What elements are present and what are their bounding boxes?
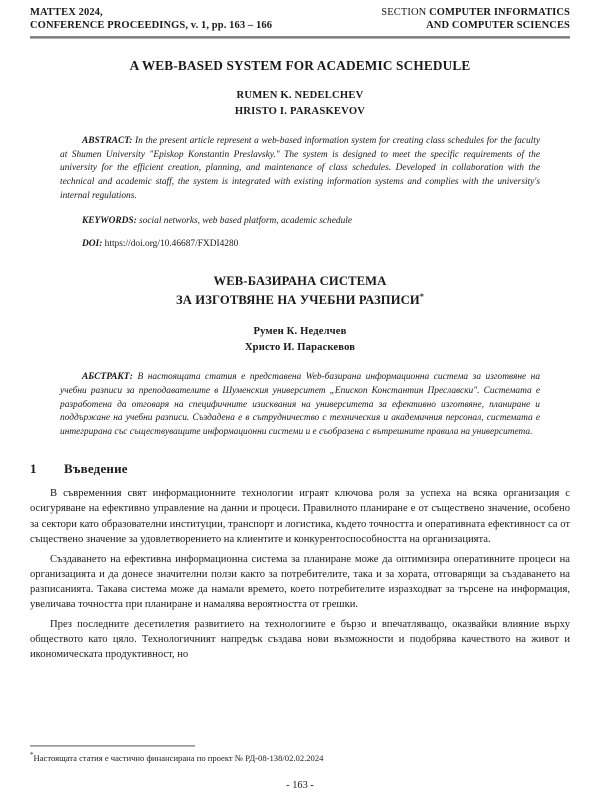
page-title-en: A WEB-BASED SYSTEM FOR ACADEMIC SCHEDULE <box>129 57 471 73</box>
abstract-en-label: ABSTRACT: <box>82 136 133 147</box>
journal-name: MATTEX 2024, <box>30 7 103 18</box>
section-line-1 <box>381 6 570 19</box>
section-title: Въведение <box>64 461 128 477</box>
footnote-marker: * <box>30 750 34 759</box>
section-number: 1 <box>30 461 37 477</box>
abstract-bg-label: АБСТРАКТ: <box>82 372 133 383</box>
section-heading <box>30 461 570 477</box>
footnote-rule <box>30 745 195 747</box>
authors-bg <box>30 324 570 356</box>
page-title-bg <box>30 273 570 309</box>
author-bg-2: Христо И. Параскевов <box>244 342 356 354</box>
author-en-2: HRISTO I. PARASKEVOV <box>234 105 366 117</box>
proceedings-info: CONFERENCE PROCEEDINGS, v. 1, pp. 163 – 166 <box>30 20 273 32</box>
header-rule <box>30 36 570 39</box>
keywords <box>60 216 540 226</box>
body-paragraph: В съвременния свят информационните технологии играят ключова роля за успеха на всяка организация с осигуряване на ефективно управление на данни и процеси. Правилното планиране е от съществено значение, особено за сектори като образователни институции, транспорт и логистика, където точността и оперативната ефективност са от съществено значение за удовлетворението на клиентите и конкурентоспособността на организацията. <box>30 488 570 545</box>
body-paragraph: През последните десетилетия развитието на технологиите е бързо и впечатляващо, оказвайки влияние върху обществото като цяло. Технологичният напредък създава нови възможности и подобрява качеството на живот и икономическата продуктивност, но <box>30 618 570 660</box>
section-word: SECTION <box>381 7 430 18</box>
running-head-left <box>30 6 272 33</box>
doi <box>60 239 540 249</box>
running-head <box>30 6 570 33</box>
body-paragraph: Създаването на ефективна информационна система за планиране може да оптимизира оперативните процеси на организацията и да донесе значителни ползи както за потребителите, така и за хората, отговарящи за създаването на разписанията. Такава система може да намали времето, което потребителите изразходват за търсене на информация, увеличава точността при планиране и намалява вероятността от грешки. <box>30 553 570 610</box>
page-number: - 163 - <box>286 780 314 791</box>
doi-link[interactable]: https://doi.org/10.46687/FXDI4280 <box>104 239 239 250</box>
authors-en <box>30 88 570 120</box>
keywords-label: KEYWORDS: <box>82 216 137 227</box>
title-footnote-marker: * <box>419 291 425 301</box>
author-bg-1: Румен К. Неделчев <box>253 326 347 338</box>
doi-label: DOI: <box>82 239 103 250</box>
abstract-bg-text: В настоящата статия е представена Web-базирана информационна система за изготвяне на учебни разписи за преподавателите в Шуменския университет „Епископ Константин Преславски". Системата е разработена да отговаря на специфичните изисквания на университета за ефективно изготвяне, планиране и поддържане на учебни разписи. Създадена е в сътрудничество с техническия и академичния персонал, системата е интегрирана със съществуващите информационни системи и е съобразена с вътрешните правила на университета. <box>60 372 541 437</box>
section-name-part2: AND COMPUTER SCIENCES <box>426 20 570 32</box>
footnote-area <box>30 745 570 764</box>
footnote-text: Настоящата статия е частично финансирана по проект № РД-08-138/02.02.2024 <box>33 752 324 763</box>
keywords-text: social networks, web based platform, academic schedule <box>139 216 353 227</box>
abstract-en-text: In the present article represent a web-based information system for creating class schedules for the faculty at Shumen University "Episkop Konstantin Preslavsky." The system is designed to meet the specific requirements of the university for the efficient creation, planning, and maintenance of class schedules. Developed in collaboration with the technical and academic staff, the system is integrated with existing information systems and complies with the university's internal regulations. <box>60 136 540 201</box>
footnote <box>30 751 570 764</box>
page-title-bg-line2: ЗА ИЗГОТВЯНЕ НА УЧЕБНИ РАЗПИСИ <box>175 292 420 307</box>
page-title-bg-line2-wrap <box>30 291 570 310</box>
abstract-en <box>60 135 540 203</box>
section-name-part1: COMPUTER INFORMATICS <box>429 7 570 18</box>
page-title-bg-line1: WEB-БАЗИРАНА СИСТЕМА <box>213 274 387 289</box>
running-head-right <box>381 6 570 33</box>
author-en-1: RUMEN K. NEDELCHEV <box>236 89 364 101</box>
abstract-bg <box>60 371 540 439</box>
